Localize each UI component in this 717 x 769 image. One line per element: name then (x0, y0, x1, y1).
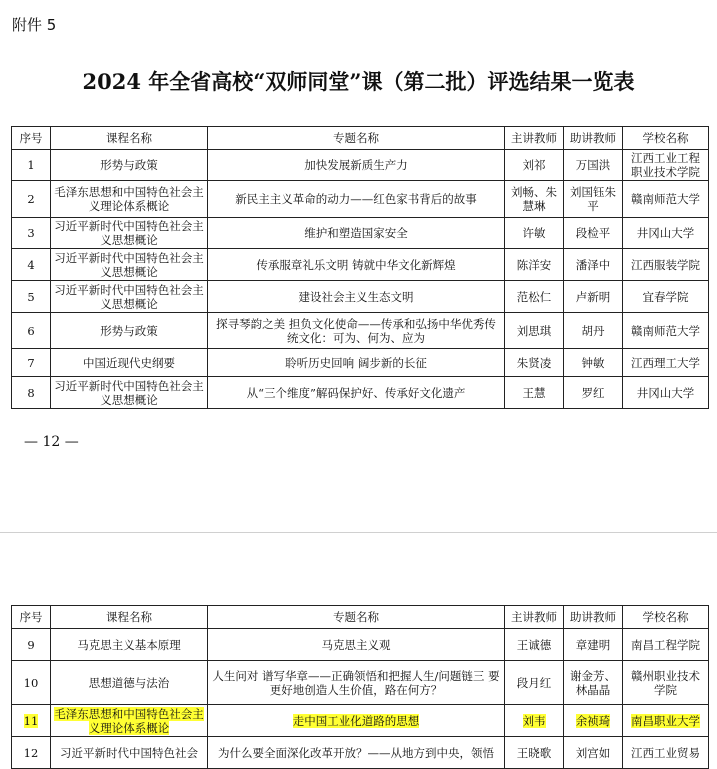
table-row (12, 218, 709, 249)
highlight: 刘韦 (522, 713, 546, 728)
cell-no: 4 (12, 249, 51, 281)
cell-topic: 聆听历史回响 阔步新的长征 (208, 349, 505, 377)
cell-assist: 章建明 (564, 629, 623, 661)
cell-assist: 卢新明 (564, 281, 623, 313)
cell-lead: 刘思琪 (505, 313, 564, 349)
cell-topic: 新民主主义革命的动力——红色家书背后的故事 (208, 181, 505, 218)
table-row (12, 150, 709, 181)
cell-school: 赣南师范大学 (623, 313, 709, 349)
cell-no: 5 (12, 281, 51, 313)
cell-school: 江西工业工程职业技术学院 (623, 150, 709, 181)
cell-no: 1 (12, 150, 51, 181)
table-row-highlighted (12, 705, 709, 737)
cell-topic: 传承服章礼乐文明 铸就中华文化新辉煌 (208, 249, 505, 281)
header-topic: 专题名称 (208, 606, 505, 629)
cell-assist: 万国洪 (564, 150, 623, 181)
cell-topic (208, 705, 505, 737)
cell-assist: 胡丹 (564, 313, 623, 349)
table-header-row (12, 127, 709, 150)
document-title: 2024 年全省高校“双师同堂”课（第二批）评选结果一览表 (82, 69, 635, 94)
highlight: 走中国工业化道路的思想 (292, 713, 420, 728)
cell-school: 井冈山大学 (623, 377, 709, 409)
cell-no: 10 (12, 661, 51, 705)
results-table-page-2 (11, 605, 709, 769)
highlight: 11 (23, 713, 39, 728)
cell-assist: 刘国钰朱平 (564, 181, 623, 218)
header-assist: 助讲教师 (564, 127, 623, 150)
cell-lead: 许敏 (505, 218, 564, 249)
cell-lead: 陈洋安 (505, 249, 564, 281)
cell-assist: 潘泽中 (564, 249, 623, 281)
results-table-page-1 (11, 126, 709, 409)
cell-lead: 王诚德 (505, 629, 564, 661)
highlight: 余祯琦 (575, 713, 611, 728)
cell-no: 9 (12, 629, 51, 661)
cell-lead: 范松仁 (505, 281, 564, 313)
cell-school: 南昌工程学院 (623, 629, 709, 661)
cell-course: 中国近现代史纲要 (51, 349, 208, 377)
cell-school (623, 705, 709, 737)
cell-school: 江西服装学院 (623, 249, 709, 281)
cell-topic: 从“三个维度”解码保护好、传承好文化遗产 (208, 377, 505, 409)
cell-course: 思想道德与法治 (51, 661, 208, 705)
cell-no: 8 (12, 377, 51, 409)
cell-course: 习近平新时代中国特色社会主义思想概论 (51, 377, 208, 409)
cell-topic: 建设社会主义生态文明 (208, 281, 505, 313)
cell-assist: 钟敏 (564, 349, 623, 377)
table-row (12, 661, 709, 705)
table-row (12, 313, 709, 349)
cell-assist: 谢金芳、林晶晶 (564, 661, 623, 705)
header-school: 学校名称 (623, 606, 709, 629)
cell-no: 7 (12, 349, 51, 377)
cell-assist (564, 705, 623, 737)
cell-lead: 王晓歌 (505, 737, 564, 769)
header-no: 序号 (12, 127, 51, 150)
cell-no: 6 (12, 313, 51, 349)
cell-school: 井冈山大学 (623, 218, 709, 249)
header-school: 学校名称 (623, 127, 709, 150)
cell-course: 习近平新时代中国特色社会主义思想概论 (51, 281, 208, 313)
cell-course: 习近平新时代中国特色社会主义思想概论 (51, 249, 208, 281)
cell-no: 12 (12, 737, 51, 769)
cell-topic: 人生问对 谱写华章——正确领悟和把握人生/问题链三 要更好地创造人生价值，路在何方？ (208, 661, 505, 705)
highlight: 南昌职业大学 (631, 713, 700, 728)
header-course: 课程名称 (51, 606, 208, 629)
table-row (12, 629, 709, 661)
cell-no: 3 (12, 218, 51, 249)
header-lead: 主讲教师 (505, 606, 564, 629)
cell-no: 2 (12, 181, 51, 218)
table-row (12, 281, 709, 313)
highlight: 毛泽东思想和中国特色社会主义理论体系概论 (54, 706, 204, 735)
cell-topic: 加快发展新质生产力 (208, 150, 505, 181)
cell-course (51, 705, 208, 737)
cell-topic: 为什么要全面深化改革开放？——从地方到中央，领悟 (208, 737, 505, 769)
cell-course: 马克思主义基本原理 (51, 629, 208, 661)
cell-topic: 探寻琴韵之美 担负文化使命——传承和弘扬中华优秀传统文化：可为、何为、应为 (208, 313, 505, 349)
table-row (12, 349, 709, 377)
cell-school: 赣南师范大学 (623, 181, 709, 218)
cell-course: 习近平新时代中国特色社会 (51, 737, 208, 769)
cell-no (12, 705, 51, 737)
cell-lead: 王慧 (505, 377, 564, 409)
header-course: 课程名称 (51, 127, 208, 150)
cell-school: 宜春学院 (623, 281, 709, 313)
table-header-row (12, 606, 709, 629)
cell-assist: 段检平 (564, 218, 623, 249)
cell-school: 江西理工大学 (623, 349, 709, 377)
cell-lead: 段月红 (505, 661, 564, 705)
cell-topic: 维护和塑造国家安全 (208, 218, 505, 249)
table-row (12, 737, 709, 769)
cell-course: 习近平新时代中国特色社会主义思想概论 (51, 218, 208, 249)
header-no: 序号 (12, 606, 51, 629)
cell-course: 形势与政策 (51, 313, 208, 349)
header-assist: 助讲教师 (564, 606, 623, 629)
header-lead: 主讲教师 (505, 127, 564, 150)
table-row (12, 249, 709, 281)
cell-lead (505, 705, 564, 737)
cell-school: 赣州职业技术学院 (623, 661, 709, 705)
cell-school: 江西工业贸易 (623, 737, 709, 769)
table-row (12, 377, 709, 409)
table-row (12, 181, 709, 218)
header-topic: 专题名称 (208, 127, 505, 150)
cell-course: 毛泽东思想和中国特色社会主义理论体系概论 (51, 181, 208, 218)
cell-assist: 罗红 (564, 377, 623, 409)
cell-lead: 刘祁 (505, 150, 564, 181)
cell-course: 形势与政策 (51, 150, 208, 181)
cell-lead: 朱贤凌 (505, 349, 564, 377)
cell-topic: 马克思主义观 (208, 629, 505, 661)
cell-assist: 刘宫如 (564, 737, 623, 769)
cell-lead: 刘畅、朱慧琳 (505, 181, 564, 218)
attachment-label: 附件 5 (12, 16, 57, 34)
page-number: — 12 — (24, 434, 79, 450)
